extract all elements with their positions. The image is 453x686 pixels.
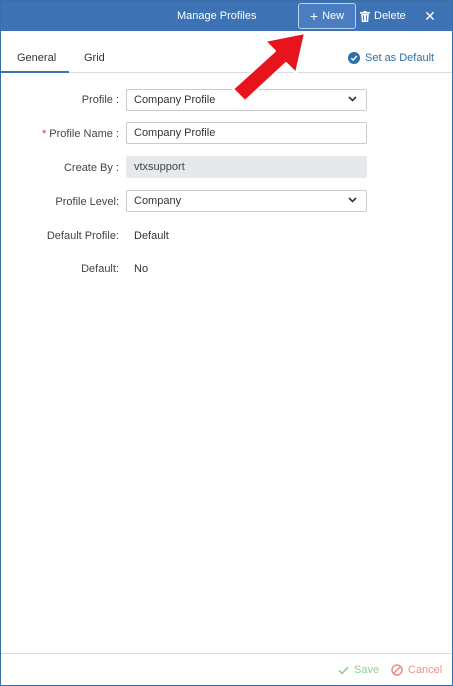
chevron-down-icon — [348, 197, 357, 203]
delete-button-label: Delete — [374, 10, 406, 22]
profile-name-value: Company Profile — [134, 127, 216, 139]
set-as-default-button[interactable] — [348, 52, 434, 64]
profile-level-label: Profile Level: — [55, 196, 119, 208]
ban-icon — [391, 664, 403, 676]
cancel-button[interactable] — [391, 664, 442, 676]
default-value: No — [134, 263, 149, 275]
active-tab-indicator — [1, 71, 69, 73]
set-as-default-label: Set as Default — [365, 52, 435, 64]
default-label: Default: — [81, 263, 119, 275]
check-circle-icon — [348, 52, 360, 64]
check-icon — [338, 666, 349, 675]
profile-level-value: Company — [134, 195, 182, 207]
default-profile-value: Default — [134, 230, 169, 242]
profile-name-input[interactable] — [126, 122, 367, 144]
create-by-label: Create By : — [63, 162, 119, 174]
cancel-label: Cancel — [408, 664, 443, 676]
new-button-label: New — [322, 10, 345, 22]
profile-select-value: Company Profile — [134, 94, 216, 106]
dialog-title: Manage Profiles — [177, 10, 257, 22]
chevron-down-icon — [348, 96, 357, 102]
save-label: Save — [354, 664, 380, 676]
tab-grid[interactable]: Grid — [84, 52, 105, 64]
delete-button[interactable] — [360, 3, 412, 29]
create-by-value: vtxsupport — [134, 161, 185, 173]
red-arrow-icon — [223, 27, 311, 109]
new-button[interactable] — [298, 3, 356, 29]
profile-name-label-text: Profile Name : — [49, 128, 119, 140]
plus-icon: + — [309, 8, 319, 24]
trash-icon — [360, 11, 370, 22]
close-button[interactable] — [421, 3, 439, 29]
profile-level-select[interactable] — [126, 190, 367, 212]
close-icon: ✕ — [424, 7, 436, 24]
default-profile-label: Default Profile: — [46, 230, 119, 242]
create-by-field — [126, 156, 367, 178]
profile-name-label — [1, 128, 119, 140]
tab-general[interactable]: General — [17, 52, 57, 64]
dialog-footer — [1, 653, 452, 686]
required-mark: * — [41, 128, 47, 140]
profile-label: Profile : — [81, 94, 119, 106]
save-button[interactable] — [338, 664, 379, 676]
